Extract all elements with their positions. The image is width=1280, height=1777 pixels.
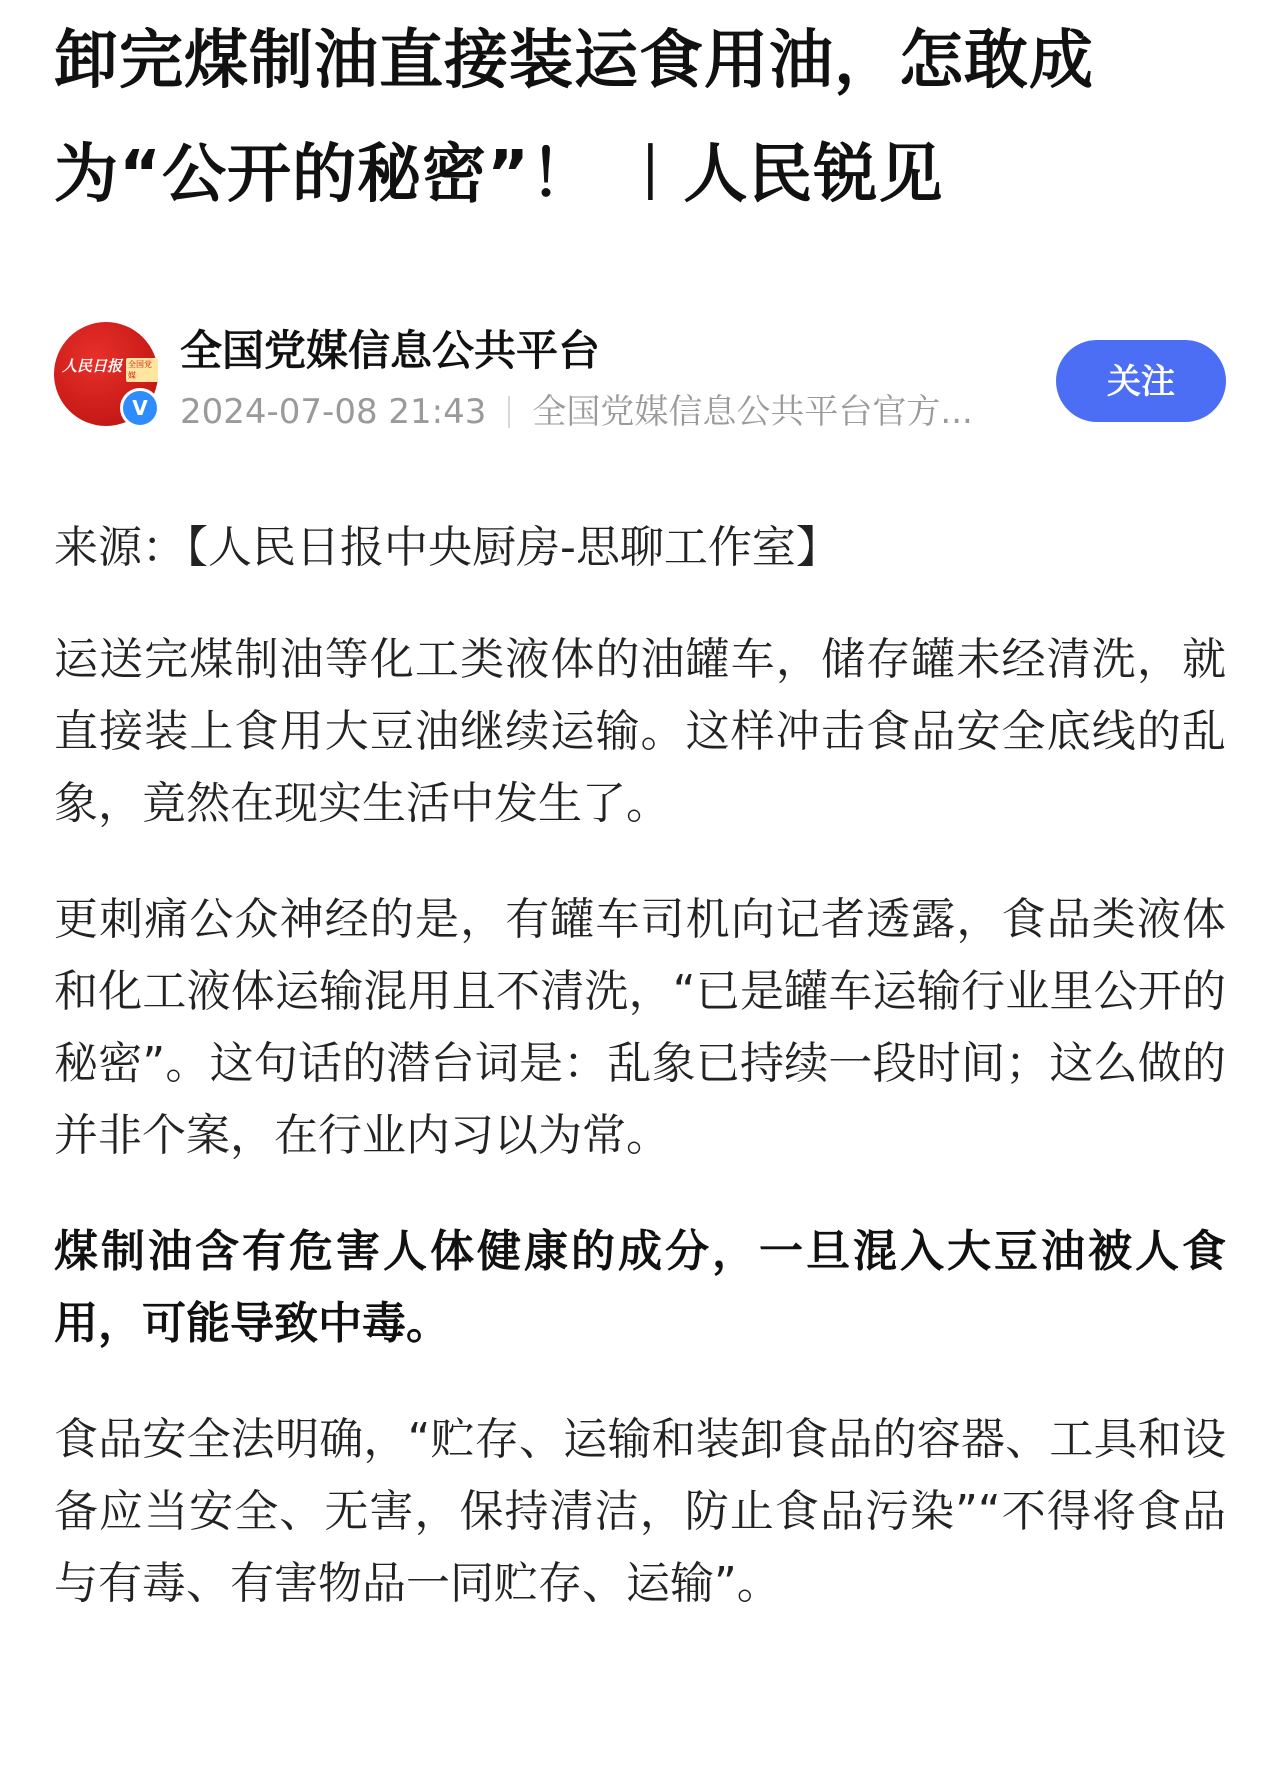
article-title: 卸完煤制油直接装运食用油，怎敢成为“公开的秘密”！ ︱人民锐见 xyxy=(54,24,1094,212)
paragraph-1: 运送完煤制油等化工类液体的油罐车，储存罐未经清洗，就直接装上食用大豆油继续运输。这样冲击食品安全底线的乱象，竟然在现实生活中发生了。 xyxy=(54,634,1226,829)
avatar-logo-text: 人民日报 xyxy=(62,357,123,375)
account-description: 全国党媒信息公共平台官方... xyxy=(532,392,973,432)
avatar-logo-tag: 全国党媒 xyxy=(126,358,158,382)
post-datetime: 2024-07-08 21:43 xyxy=(180,392,487,432)
verified-badge-icon: V xyxy=(120,388,160,428)
paragraph-2: 更刺痛公众神经的是，有罐车司机向记者透露，食品类液体和化工液体运输混用且不清洗，“已是罐车运输行业里公开的秘密”。这句话的潜台词是：乱象已持续一段时间；这么做的并非个案，在行业内习以为常。 xyxy=(54,894,1226,1161)
author-bar xyxy=(54,322,1226,432)
paragraph-3-bold: 煤制油含有危害人体健康的成分，一旦混入大豆油被人食用，可能导致中毒。 xyxy=(54,1226,1226,1349)
article-body xyxy=(54,512,1226,1620)
article-source: 来源：【人民日报中央厨房-思聊工作室】 xyxy=(54,522,840,573)
paragraph-4: 食品安全法明确，“贮存、运输和装卸食品的容器、工具和设备应当安全、无害，保持清洁，防止食品污染”“不得将食品与有毒、有害物品一同贮存、运输”。 xyxy=(54,1414,1226,1609)
avatar[interactable] xyxy=(54,322,158,426)
post-meta xyxy=(180,390,973,434)
meta-divider xyxy=(508,396,510,428)
author-name[interactable]: 全国党媒信息公共平台 xyxy=(180,326,601,375)
follow-button[interactable]: 关注 xyxy=(1056,340,1226,422)
